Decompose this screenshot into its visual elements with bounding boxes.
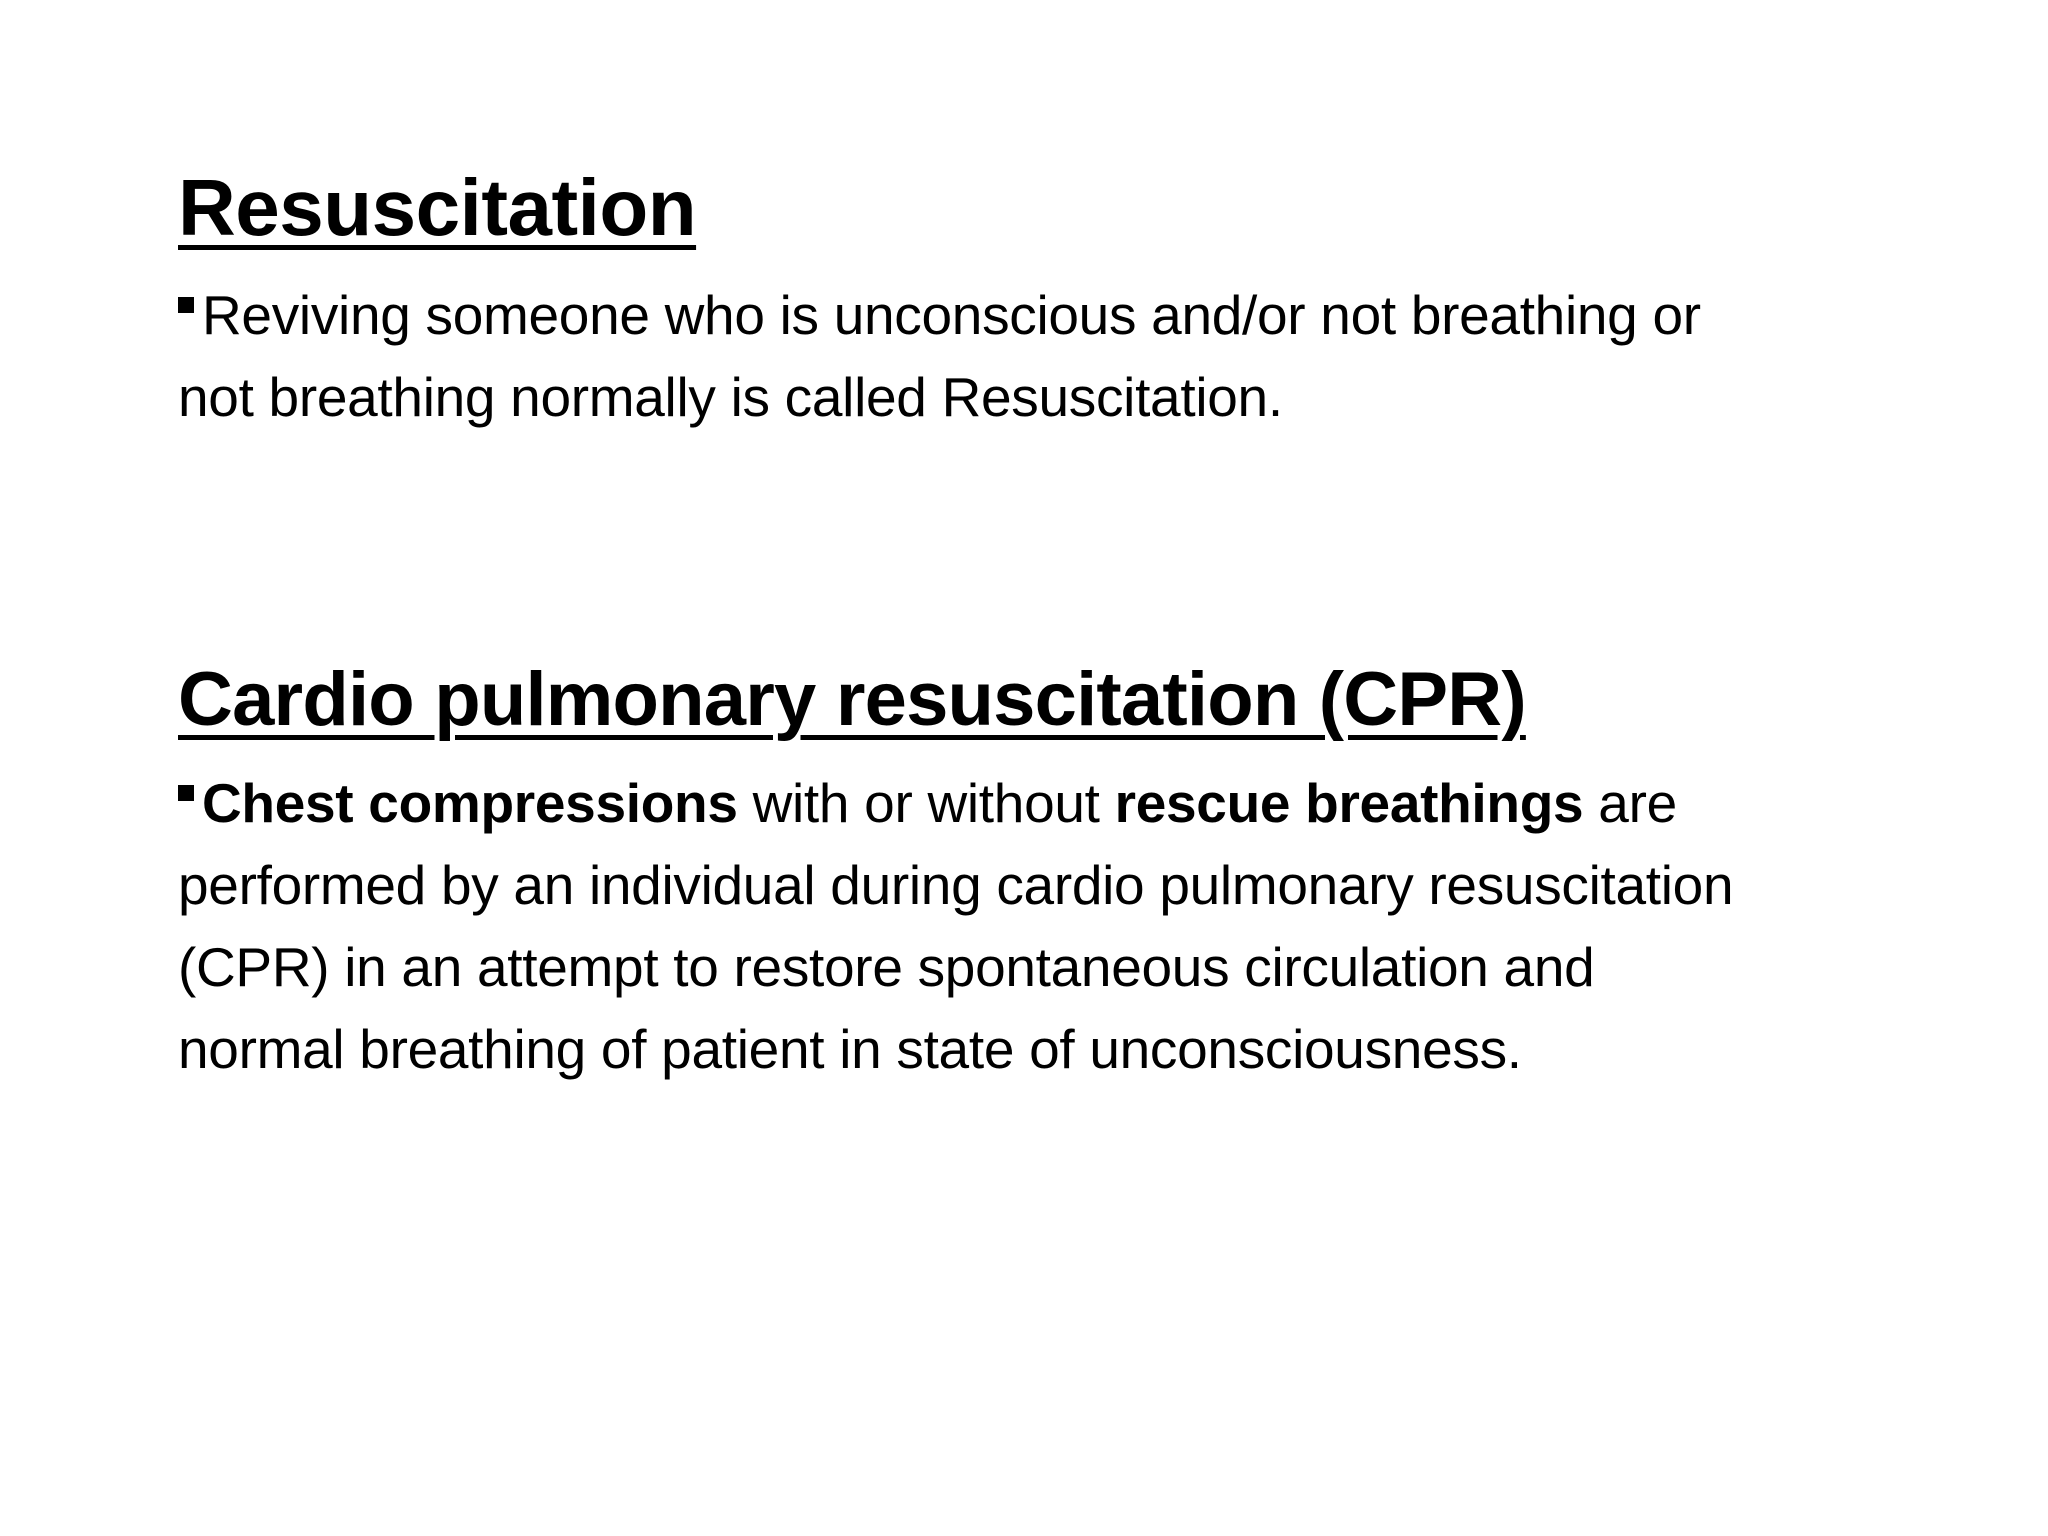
bold-term: rescue breathings: [1114, 772, 1584, 834]
section-cpr: [178, 652, 1738, 1090]
square-bullet-icon: [178, 297, 194, 313]
bullet-paragraph: [178, 274, 1738, 438]
bold-term: Chest compressions: [202, 772, 738, 834]
bullet-paragraph: [178, 762, 1738, 1090]
square-bullet-icon: [178, 785, 194, 801]
bullet-text: are performed by an individual during cardio pulmonary resuscitation (CPR) in an attempt to restore spontaneous circulation and normal breathing of patient in state of unconsciousness.: [178, 772, 1734, 1080]
section-resuscitation: [178, 160, 1738, 438]
section-heading: Resuscitation: [178, 163, 697, 252]
section-heading: Cardio pulmonary resuscitation (CPR): [178, 657, 1526, 742]
bullet-text: Reviving someone who is unconscious and/or not breathing or not breathing normally is called Resuscitation.: [178, 284, 1701, 428]
bullet-text: with or without: [737, 772, 1115, 834]
